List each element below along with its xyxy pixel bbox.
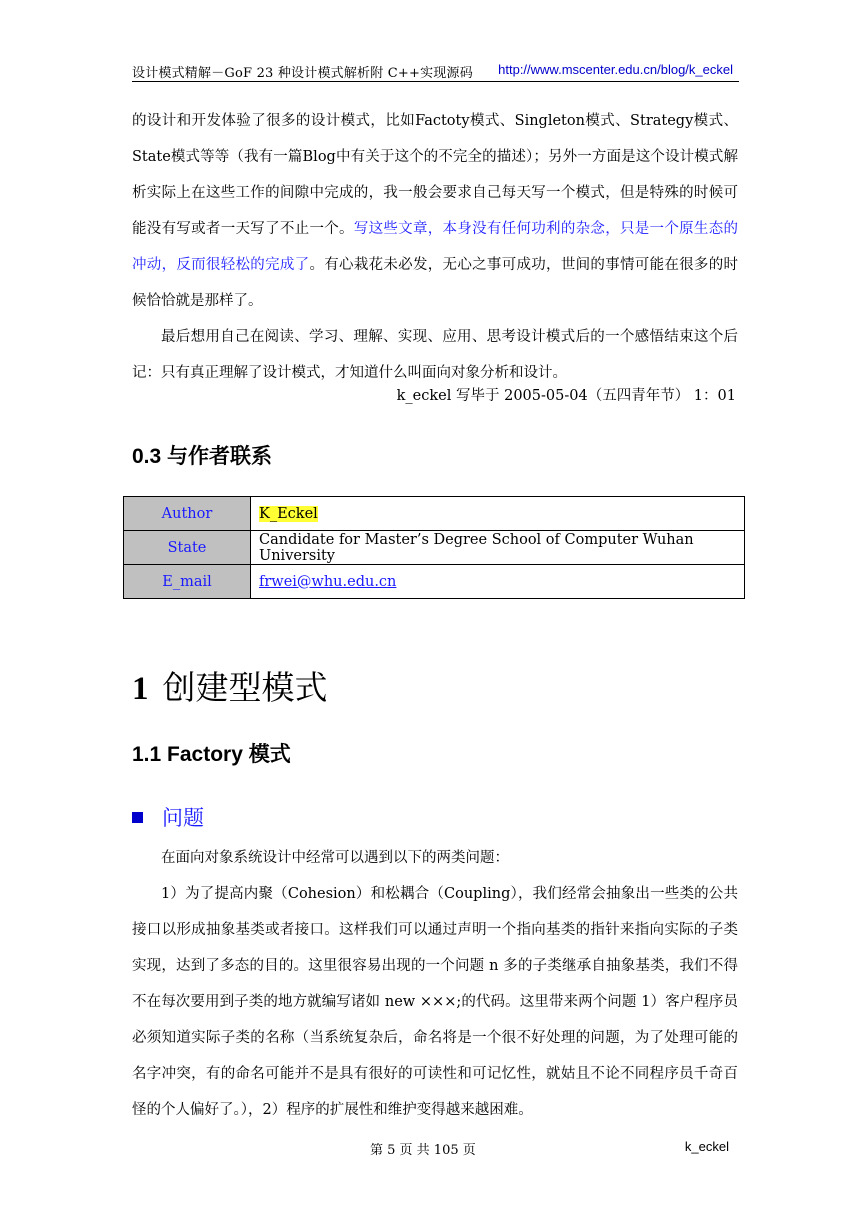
- problem-intro: 在面向对象系统设计中经常可以遇到以下的两类问题：: [161, 850, 509, 866]
- header-url-link[interactable]: http://www.mscenter.edu.cn/blog/k_eckel: [498, 62, 733, 77]
- intro-paragraph-1: [132, 103, 738, 319]
- footer-author: k_eckel: [684, 1139, 729, 1154]
- intro-text-blue: 写这些文章，本身没有任何功利的杂念，只是一个原生态的冲动，反而很轻松的完成了: [132, 221, 738, 273]
- table-row: [124, 565, 745, 599]
- square-bullet-icon: [132, 812, 143, 823]
- problem-paragraphs: [132, 840, 738, 1128]
- table-value-state: Candidate for Master’s Degree School of Computer Wuhan University: [251, 531, 745, 565]
- signoff: k_eckel 写毕于 2005-05-04（五四青年节） 1：01: [396, 388, 736, 404]
- table-key-author: Author: [124, 497, 251, 531]
- chapter-number: 1: [132, 671, 149, 707]
- header-title: 设计模式精解－GoF 23 种设计模式解析附 C++实现源码: [132, 66, 473, 81]
- table-key-email: E_mail: [124, 565, 251, 599]
- intro-text-a: 的设计和开发体验了很多的设计模式，比如Factoty模式、Singleton模式、Strategy模式、State模式等等（我有一篇Blog中有关于这个的不完全的描述）；另外一方面是这个设计模式解析实际上在这些工作的间隙中完成的，我一般会要求自己每天写一个模式，但是特殊的时候可能没有写或者一天写了不止一个。: [132, 113, 738, 237]
- intro-text-c: 。有心栽花未必发，无心之事可成功，世间的事情可能在很多的时候恰恰就是那样了。: [132, 257, 739, 309]
- author-name: K_Eckel: [259, 505, 318, 522]
- problem-heading-text: 问题: [162, 806, 204, 830]
- email-link[interactable]: frwei@whu.edu.cn: [259, 573, 397, 590]
- intro-paragraph-2: 最后想用自己在阅读、学习、理解、实现、应用、思考设计模式后的一个感悟结束这个后记：只有真正理解了设计模式，才知道什么叫面向对象分析和设计。: [132, 329, 738, 381]
- table-value-author: [251, 497, 745, 531]
- table-key-state: State: [124, 531, 251, 565]
- problem-body: 1）为了提高内聚（Cohesion）和松耦合（Coupling），我们经常会抽象出一些类的公共接口以形成抽象基类或者接口。这样我们可以通过声明一个指向基类的指针来指向实际的子类实现，达到了多态的目的。这里很容易出现的一个问题 n 多的子类继承自抽象基类，我们不得不在每次要用到子类的地方就编写诸如 new ×××;的代码。这里带来两个问题 1）客户程序员必须知道实际子类的名称（当系统复杂后，命名将是一个很不好处理的问题，为了处理可能的名字冲突，有的命名可能并不是具有很好的可读性和可记忆性，就姑且不论不同程序员千奇百怪的个人偏好了。），2）程序的扩展性和维护变得越来越困难。: [132, 886, 738, 1118]
- header-divider: [132, 81, 739, 82]
- intro-paragraphs: [132, 103, 738, 391]
- problem-heading: [132, 802, 204, 832]
- section-heading-1-1: 1.1 Factory 模式: [132, 743, 291, 766]
- table-row: [124, 497, 745, 531]
- chapter-heading: [132, 662, 328, 709]
- section-heading-0-3: 0.3 与作者联系: [132, 445, 273, 468]
- chapter-title: 创建型模式: [162, 668, 328, 707]
- contact-table: [123, 496, 745, 599]
- table-value-email: [251, 565, 745, 599]
- table-row: [124, 531, 745, 565]
- page-number: 第 5 页 共 105 页: [370, 1143, 476, 1158]
